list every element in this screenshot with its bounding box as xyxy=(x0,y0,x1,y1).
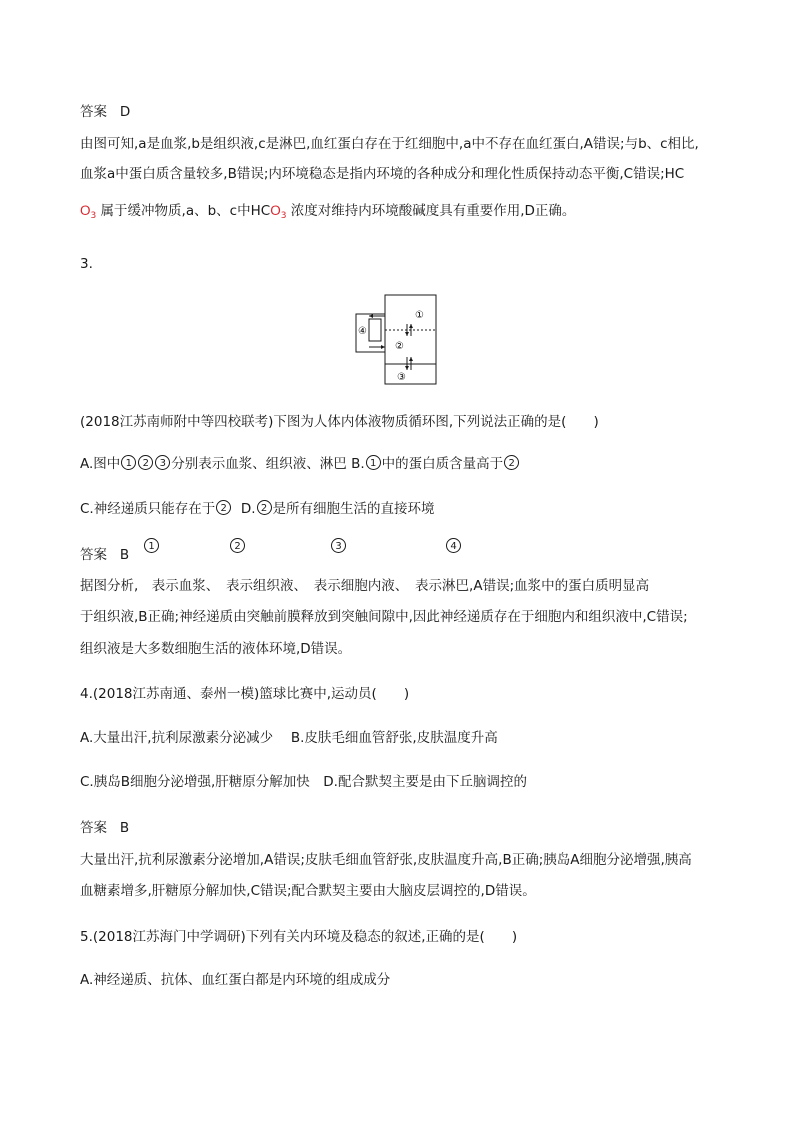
bicarbonate-sub: 3 xyxy=(280,211,287,221)
option-text: 中的蛋白质含量高于 xyxy=(381,456,504,472)
q5-option-a: A.神经递质、抗体、血红蛋白都是内环境的组成成分 xyxy=(80,972,391,988)
answer-label: 答案 xyxy=(80,547,107,563)
q2-explanation-line-3 xyxy=(80,201,575,226)
circled-2: 2 xyxy=(504,455,519,470)
q4-options-cd: C.胰岛B细胞分泌增强,肝糖原分解加快 D.配合默契主要是由下丘脑调控的 xyxy=(80,774,527,790)
q3-stem: (2018江苏南师附中等四校联考)下图为人体内体液物质循环图,下列说法正确的是( ) xyxy=(80,414,599,430)
circled-1: 1 xyxy=(144,538,159,553)
bicarbonate-o: O xyxy=(270,203,281,218)
q3-explanation-line-2: 于组织液,B正确;神经递质由突触前膜释放到突触间隙中,因此神经递质存在于细胞内和组织液中,C错误; xyxy=(80,609,688,625)
body-fluid-cycle-diagram xyxy=(355,294,440,386)
circled-2: 2 xyxy=(257,500,272,515)
q3-explanation-line-3: 组织液是大多数细胞生活的液体环境,D错误。 xyxy=(80,641,352,657)
circled-1: 1 xyxy=(366,455,381,470)
q4-answer-line xyxy=(80,818,129,838)
bicarbonate-o: O xyxy=(80,203,91,218)
diagram-label-3: ③ xyxy=(397,372,406,383)
circled-2: 2 xyxy=(230,538,245,553)
q3-explanation-line-1: 据图分析, 表示血浆、 表示组织液、 表示细胞内液、 表示淋巴,A错误;血浆中的蛋白质明显高 xyxy=(80,578,650,594)
answer-value: D xyxy=(119,104,131,120)
q4-stem: 4.(2018江苏南通、泰州一模)篮球比赛中,运动员( ) xyxy=(80,686,410,702)
q3-options-ab xyxy=(80,454,520,474)
answer-value: B xyxy=(119,547,130,563)
diagram-label-1: ① xyxy=(415,310,424,321)
option-text: D. xyxy=(240,501,256,517)
circled-4: 4 xyxy=(446,538,461,553)
explanation-text: 浓度对维持内环境酸碱度具有重要作用,D正确。 xyxy=(290,203,576,219)
option-text: 是所有细胞生活的直接环境 xyxy=(272,501,435,517)
answer-label: 答案 xyxy=(80,820,107,836)
circled-1: 1 xyxy=(121,455,136,470)
explanation-text: 属于缓冲物质,a、b、c中HC xyxy=(100,203,271,219)
q3-options-cd xyxy=(80,499,435,519)
q5-stem: 5.(2018江苏海门中学调研)下列有关内环境及稳态的叙述,正确的是( ) xyxy=(80,929,518,945)
circled-3: 3 xyxy=(331,538,346,553)
q2-answer-line xyxy=(80,102,130,122)
diagram-label-2: ② xyxy=(395,341,404,352)
option-text: C.神经递质只能存在于 xyxy=(80,501,216,517)
q2-explanation-line-1: 由图可知,a是血浆,b是组织液,c是淋巴,血红蛋白存在于红细胞中,a中不存在血红蛋白,A错误;与b、c相比, xyxy=(80,136,699,152)
q3-answer-line xyxy=(80,545,129,565)
q4-explanation-line-2: 血糖素增多,肝糖原分解加快,C错误;配合默契主要由大脑皮层调控的,D错误。 xyxy=(80,883,536,899)
answer-label: 答案 xyxy=(80,104,107,120)
circled-2: 2 xyxy=(138,455,153,470)
circled-2: 2 xyxy=(216,500,231,515)
answer-value: B xyxy=(119,820,130,836)
circled-3: 3 xyxy=(155,455,170,470)
option-text: 分别表示血浆、组织液、淋巴 B. xyxy=(171,456,365,472)
q2-explanation-line-2: 血浆a中蛋白质含量较多,B错误;内环境稳态是指内环境的各种成分和理化性质保持动态平衡,C错误;HC xyxy=(80,166,685,182)
bicarbonate-sub: 3 xyxy=(90,211,97,221)
option-text: A.图中 xyxy=(80,456,121,472)
q3-number: 3. xyxy=(80,256,93,272)
diagram-label-4: ④ xyxy=(358,326,367,337)
q4-explanation-line-1: 大量出汗,抗利尿激素分泌增加,A错误;皮肤毛细血管舒张,皮肤温度升高,B正确;胰岛A细胞分泌增强,胰高 xyxy=(80,852,692,868)
q4-options-ab: A.大量出汗,抗利尿激素分泌减少 B.皮肤毛细血管舒张,皮肤温度升高 xyxy=(80,730,498,746)
